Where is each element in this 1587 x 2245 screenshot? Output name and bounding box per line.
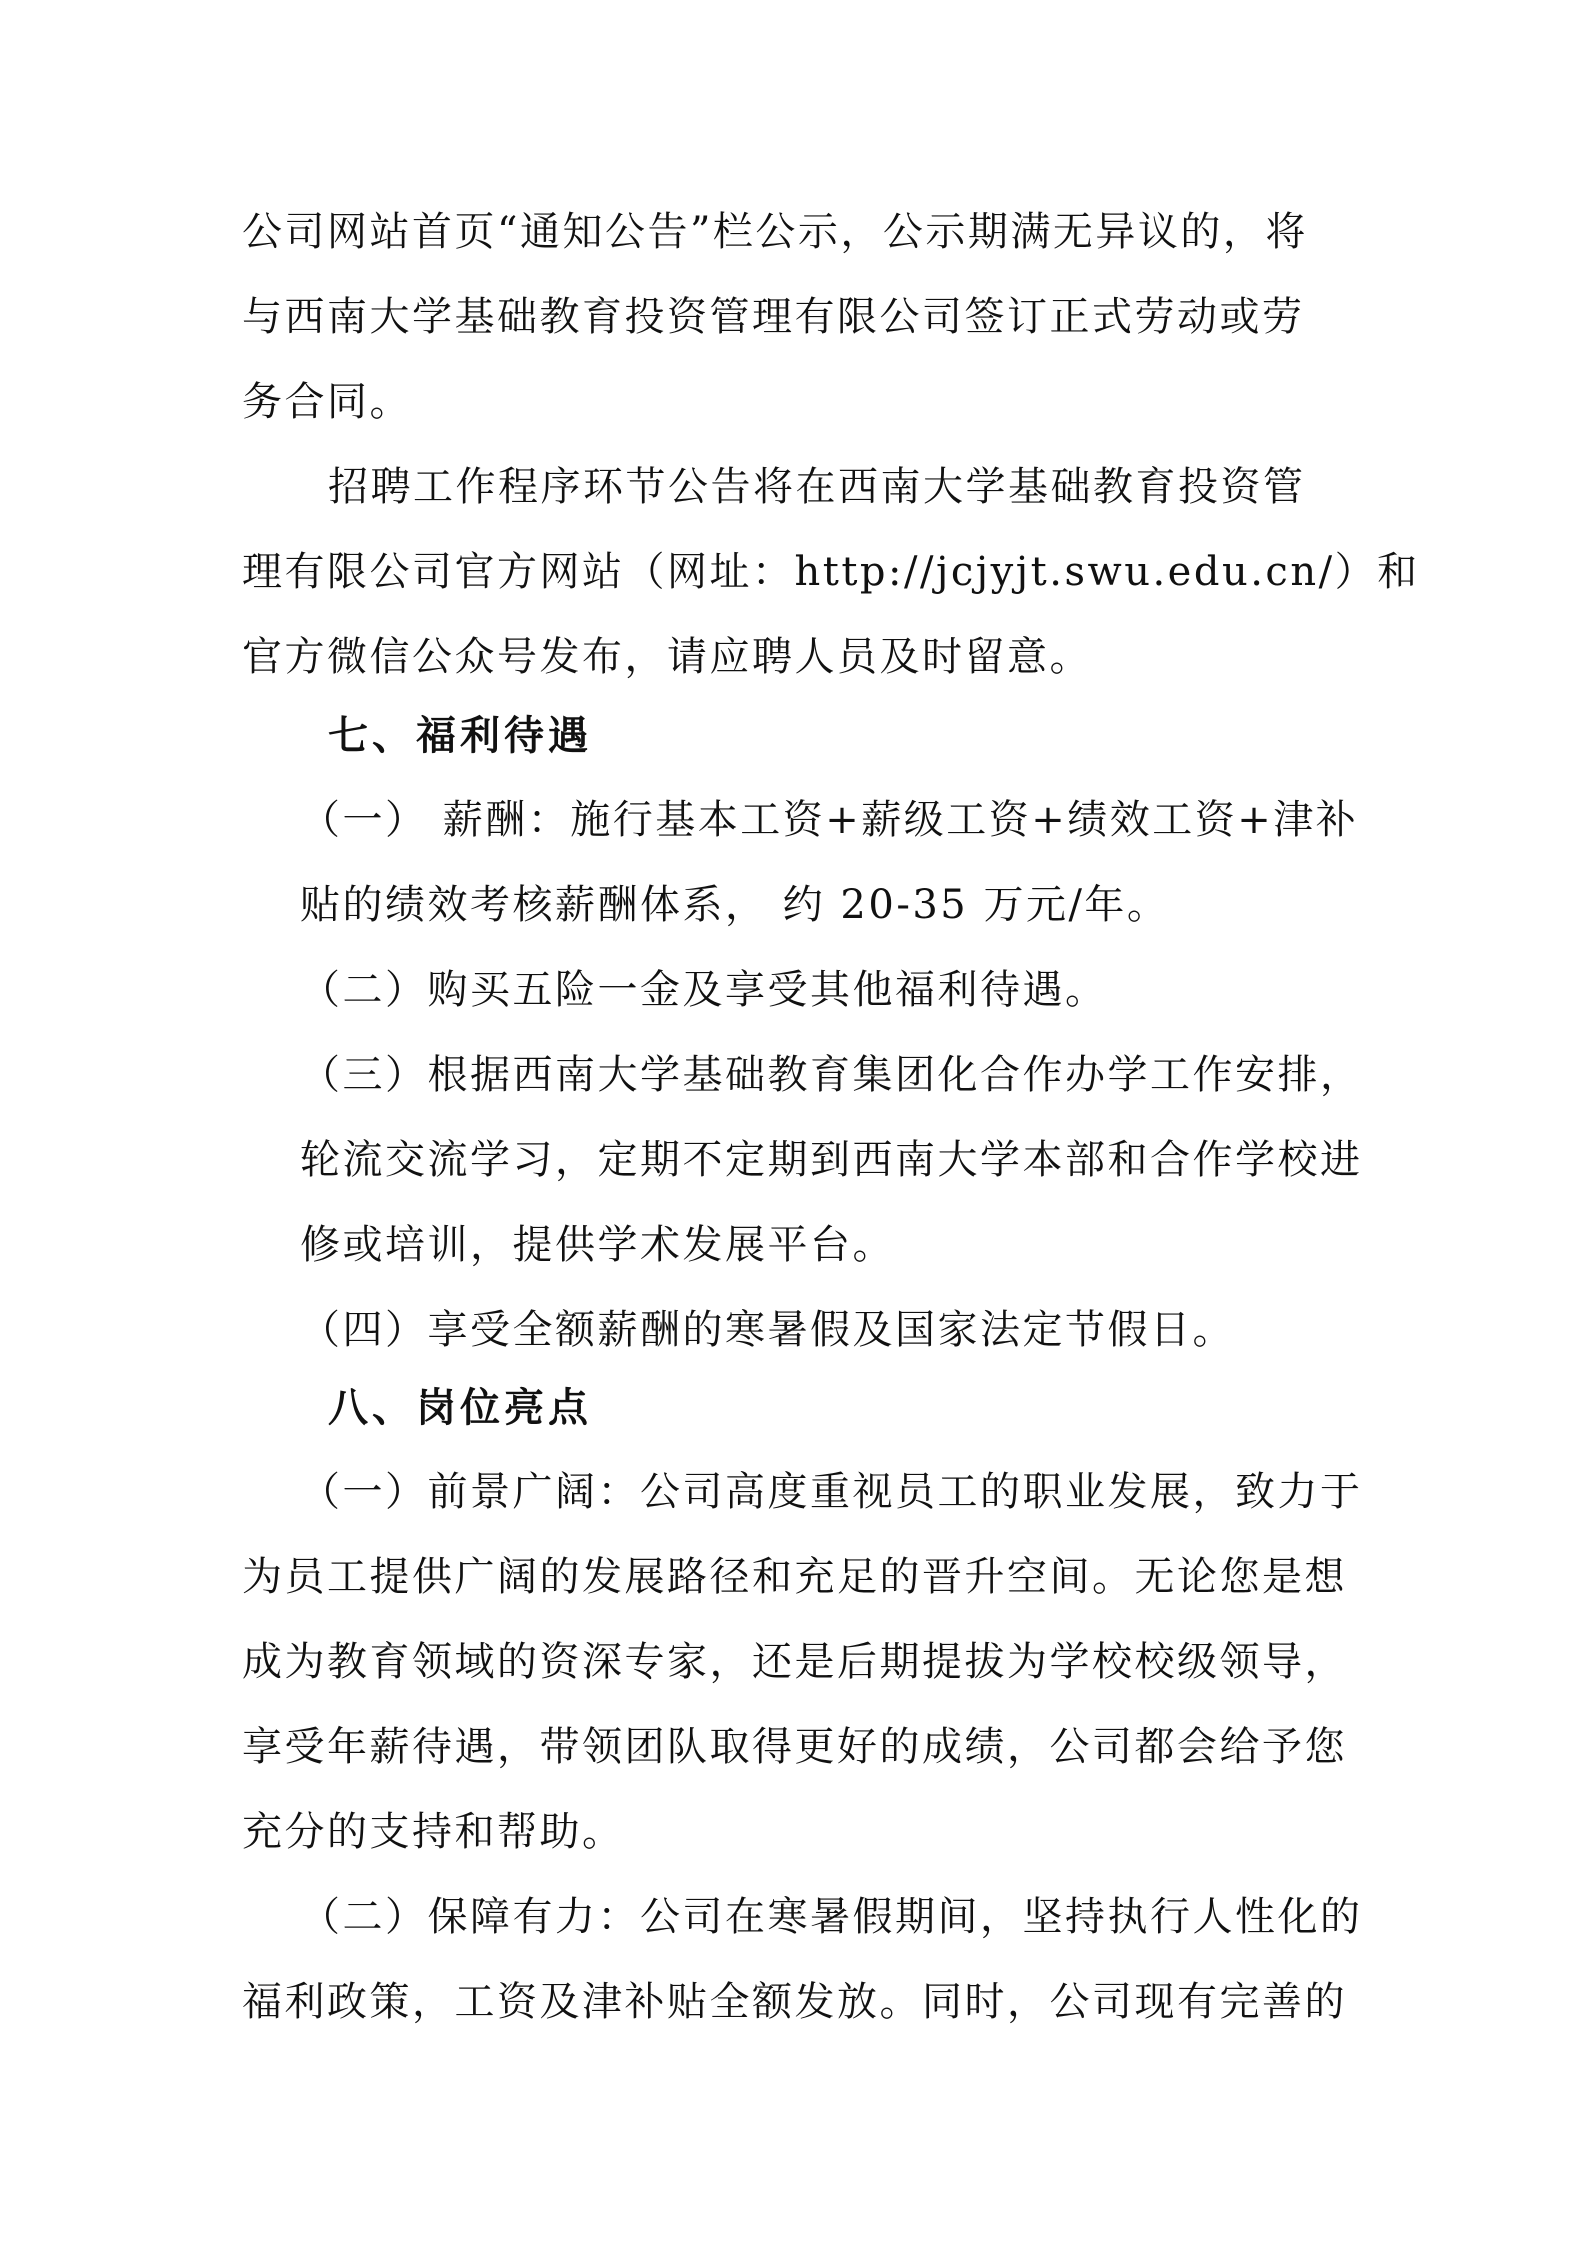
paragraph-line: 享受年薪待遇，带领团队取得更好的成绩，公司都会给予您	[242, 1724, 1347, 1770]
list-item-line: 轮流交流学习，定期不定期到西南大学本部和合作学校进	[300, 1137, 1363, 1183]
paragraph-line: （一）前景广阔：公司高度重视员工的职业发展，致力于	[300, 1469, 1363, 1515]
paragraph-line: 与西南大学基础教育投资管理有限公司签订正式劳动或劳	[242, 294, 1305, 340]
paragraph-line: 充分的支持和帮助。	[242, 1809, 625, 1855]
paragraph-line: 福利政策，工资及津补贴全额发放。同时，公司现有完善的	[242, 1979, 1347, 2025]
paragraph-line: 务合同。	[242, 379, 412, 425]
paragraph-line: 官方微信公众号发布，请应聘人员及时留意。	[242, 634, 1092, 680]
list-item-line: 贴的绩效考核薪酬体系， 约 20-35 万元/年。	[300, 882, 1170, 928]
paragraph-line: 公司网站首页“通知公告”栏公示，公示期满无异议的，将	[242, 209, 1308, 255]
section-heading-benefits: 七、福利待遇	[328, 712, 592, 759]
paragraph-line: 招聘工作程序环节公告将在西南大学基础教育投资管	[328, 464, 1306, 510]
list-item-line: （二）购买五险一金及享受其他福利待遇。	[300, 967, 1108, 1013]
list-item-line: （四）享受全额薪酬的寒暑假及国家法定节假日。	[300, 1307, 1235, 1353]
paragraph-line: 成为教育领域的资深专家，还是后期提拔为学校校级领导，	[242, 1639, 1347, 1685]
paragraph-line: 为员工提供广阔的发展路径和充足的晋升空间。无论您是想	[242, 1554, 1347, 1600]
list-item-line: （一） 薪酬：施行基本工资+薪级工资+绩效工资+津补	[300, 797, 1359, 843]
list-item-line: （三）根据西南大学基础教育集团化合作办学工作安排，	[300, 1052, 1363, 1098]
paragraph-line: （二）保障有力：公司在寒暑假期间，坚持执行人性化的	[300, 1894, 1363, 1940]
paragraph-line: 理有限公司官方网站（网址：http://jcjyjt.swu.edu.cn/）和	[242, 549, 1420, 595]
list-item-line: 修或培训，提供学术发展平台。	[300, 1222, 895, 1268]
section-heading-highlights: 八、岗位亮点	[328, 1384, 592, 1431]
